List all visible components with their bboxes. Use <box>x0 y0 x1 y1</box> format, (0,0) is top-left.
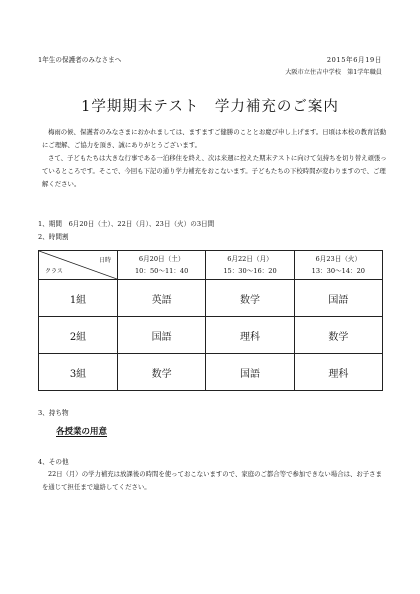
document-title: 1学期期末テスト 学力補充のご案内 <box>81 99 339 115</box>
subject-cell: 理科 <box>206 317 294 354</box>
subject-cell: 数学 <box>294 317 382 354</box>
day-date: 6月23日（火） <box>315 255 362 263</box>
class-cell: 3組 <box>39 354 118 391</box>
timetable-heading: 2、時間割 <box>38 233 69 241</box>
subject-cell: 英語 <box>118 280 206 317</box>
other-paragraph <box>42 468 382 494</box>
items-heading: 3、持ち物 <box>38 409 69 417</box>
day-date: 6月22日（月） <box>227 255 273 263</box>
day-header <box>206 251 294 280</box>
subject-cell: 数学 <box>118 354 206 391</box>
day-header <box>118 251 206 280</box>
corner-cell <box>39 251 118 280</box>
class-cell: 2組 <box>39 317 118 354</box>
subject-cell: 国語 <box>294 280 382 317</box>
paragraph-text: 22日（月）の学力補充は放課後の時間を使っておこないますので、家庭のご都合等で参加できない場合は、お子さまを通じて担任まで連絡してください。 <box>42 470 382 491</box>
class-cell: 1組 <box>39 280 118 317</box>
subject-cell: 国語 <box>118 317 206 354</box>
notice-paragraph <box>42 152 388 191</box>
table-header-row <box>39 251 383 280</box>
subject-cell: 理科 <box>294 354 382 391</box>
addressee: 1年生の保護者のみなさまへ <box>38 56 122 64</box>
other-heading: 4、その他 <box>38 458 69 466</box>
day-date: 6月20日（土） <box>138 255 185 263</box>
items-label: 各授業の用意 <box>56 427 108 437</box>
day-time: 13：30～14：20 <box>311 267 365 275</box>
corner-class-label: クラス <box>45 268 63 275</box>
day-time: 15：30～16：20 <box>223 267 277 275</box>
table-row <box>39 280 383 317</box>
period-line: 1、期間 6月20日（土）、22日（月）、23日（火）の3日間 <box>38 220 215 228</box>
issue-date: 2015年6月19日 <box>326 56 382 64</box>
day-time: 10：50～11：40 <box>134 267 189 275</box>
table-row <box>39 354 383 391</box>
paragraph-text: 梅雨の候、保護者のみなさまにおかれましては、ますますご健勝のこととお慶び申し上げます。日頃は本校の教育活動にご理解、ご協力を頂き、誠にありがとうございます。 <box>42 128 387 149</box>
subject-cell: 数学 <box>206 280 294 317</box>
sender: 大阪市立住吉中学校 第1学年職員 <box>285 69 382 76</box>
timetable <box>38 250 383 391</box>
day-header <box>294 251 382 280</box>
subject-cell: 国語 <box>206 354 294 391</box>
corner-time-label: 日時 <box>98 257 111 264</box>
table-row <box>39 317 383 354</box>
paragraph-text: さて、子どもたちは大きな行事である一泊移住を終え、次は来週に控えた期末テストに向けて気持ちを切り替え頑張っているところです。そこで、今回も下記の通り学力補充をおこないます。子どもたちの下校時間が変わりますので、ご理解ください。 <box>42 154 387 188</box>
greeting-paragraph <box>42 126 388 152</box>
